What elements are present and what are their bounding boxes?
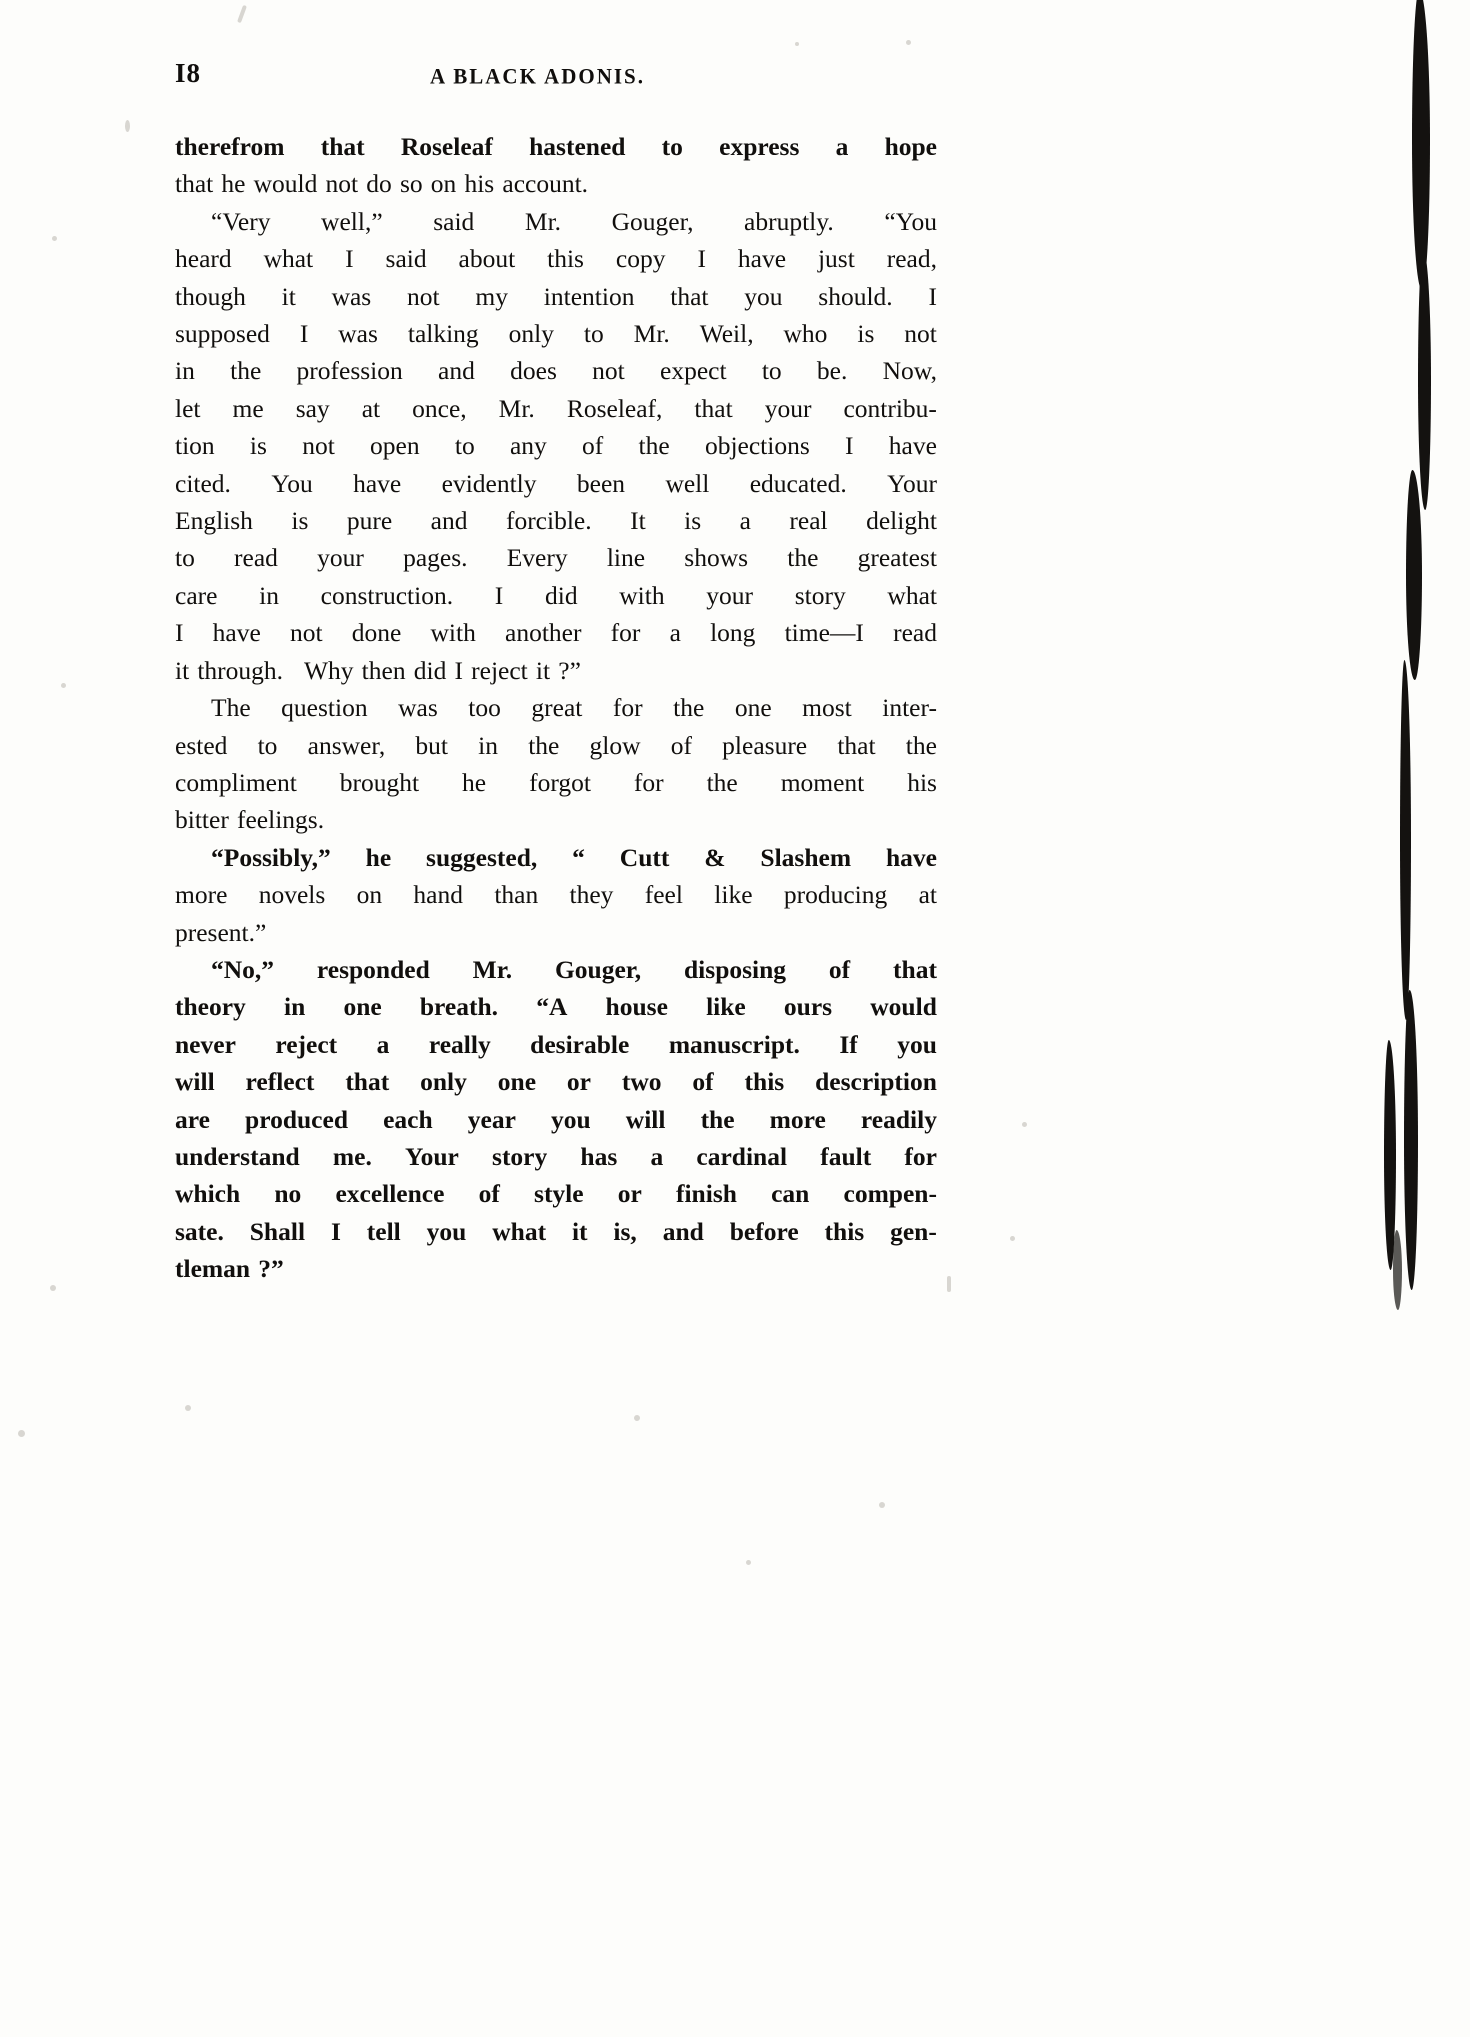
- text-line: English is pure and forcible. It is a real delight: [175, 506, 937, 536]
- scan-speck: [1010, 1236, 1015, 1241]
- text-line: tleman ?”: [175, 1254, 284, 1284]
- text-line: therefrom that Roseleaf hastened to express a hope: [175, 132, 937, 161]
- text-line: theory in one breath. “A house like ours would: [175, 992, 937, 1022]
- text-line: ested to answer, but in the glow of pleasure that the: [175, 730, 937, 760]
- paragraph: [175, 951, 937, 1288]
- text-line: “Very well,” said Mr. Gouger, abruptly. “You: [211, 206, 937, 236]
- scan-speck: [906, 40, 911, 45]
- text-line: compliment brought he forgot for the moment his: [175, 767, 937, 797]
- page-body: [175, 128, 937, 1288]
- text-line: though it was not my intention that you should. I: [175, 281, 937, 311]
- scan-speck: [879, 1502, 885, 1508]
- text-line: sate. Shall I tell you what it is, and before this gen-: [175, 1216, 937, 1246]
- paragraph: [175, 203, 937, 689]
- scan-speck: [50, 1285, 56, 1291]
- text-line: will reflect that only one or two of this description: [175, 1067, 937, 1097]
- scan-speck: [947, 1276, 951, 1292]
- text-line: let me say at once, Mr. Roseleaf, that your contribu-: [175, 393, 937, 423]
- text-line: present.”: [175, 917, 267, 947]
- page-number: I8: [175, 58, 202, 88]
- text-line: I have not done with another for a long time—I read: [175, 618, 937, 648]
- text-line: The question was too great for the one most inter-: [211, 693, 937, 723]
- text-line: that he would not do so on his account.: [175, 169, 589, 199]
- text-line: more novels on hand than they feel like producing at: [175, 880, 937, 910]
- scan-speck: [795, 42, 799, 46]
- scan-speck: [237, 5, 247, 23]
- text-line: tion is not open to any of the objections I have: [175, 431, 937, 461]
- binding-shadow: [1360, 0, 1470, 2037]
- text-line: “Possibly,” he suggested, “ Cutt & Slashem have: [211, 842, 937, 872]
- text-line: bitter feelings.: [175, 805, 325, 835]
- text-line: never reject a really desirable manuscript. If you: [175, 1029, 937, 1059]
- scan-speck: [125, 120, 130, 132]
- text-line: “No,” responded Mr. Gouger, disposing of that: [211, 954, 937, 984]
- scan-speck: [61, 683, 66, 688]
- page-header: [175, 58, 935, 98]
- text-line: cited. You have evidently been well educated. Your: [175, 468, 937, 498]
- text-line: are produced each year you will the more readily: [175, 1104, 937, 1134]
- text-line: which no excellence of style or finish can compen-: [175, 1179, 937, 1209]
- scan-speck: [52, 236, 57, 241]
- paragraph: [175, 839, 937, 951]
- scan-speck: [18, 1430, 25, 1437]
- running-head: A BLACK ADONIS.: [430, 63, 645, 89]
- paragraph: [175, 128, 937, 203]
- text-line: heard what I said about this copy I have just read,: [175, 244, 937, 274]
- text-line: to read your pages. Every line shows the greatest: [175, 543, 937, 573]
- scan-speck: [185, 1405, 191, 1411]
- scan-speck: [1022, 1122, 1027, 1127]
- text-line: understand me. Your story has a cardinal fault for: [175, 1141, 937, 1171]
- text-line: in the profession and does not expect to be. Now,: [175, 356, 937, 386]
- text-line: care in construction. I did with your story what: [175, 580, 937, 610]
- text-line: supposed I was talking only to Mr. Weil, who is not: [175, 319, 937, 349]
- scan-speck: [634, 1415, 640, 1421]
- text-line: it through. Why then did I reject it ?”: [175, 655, 581, 685]
- paragraph: [175, 689, 937, 839]
- scan-speck: [746, 1560, 751, 1565]
